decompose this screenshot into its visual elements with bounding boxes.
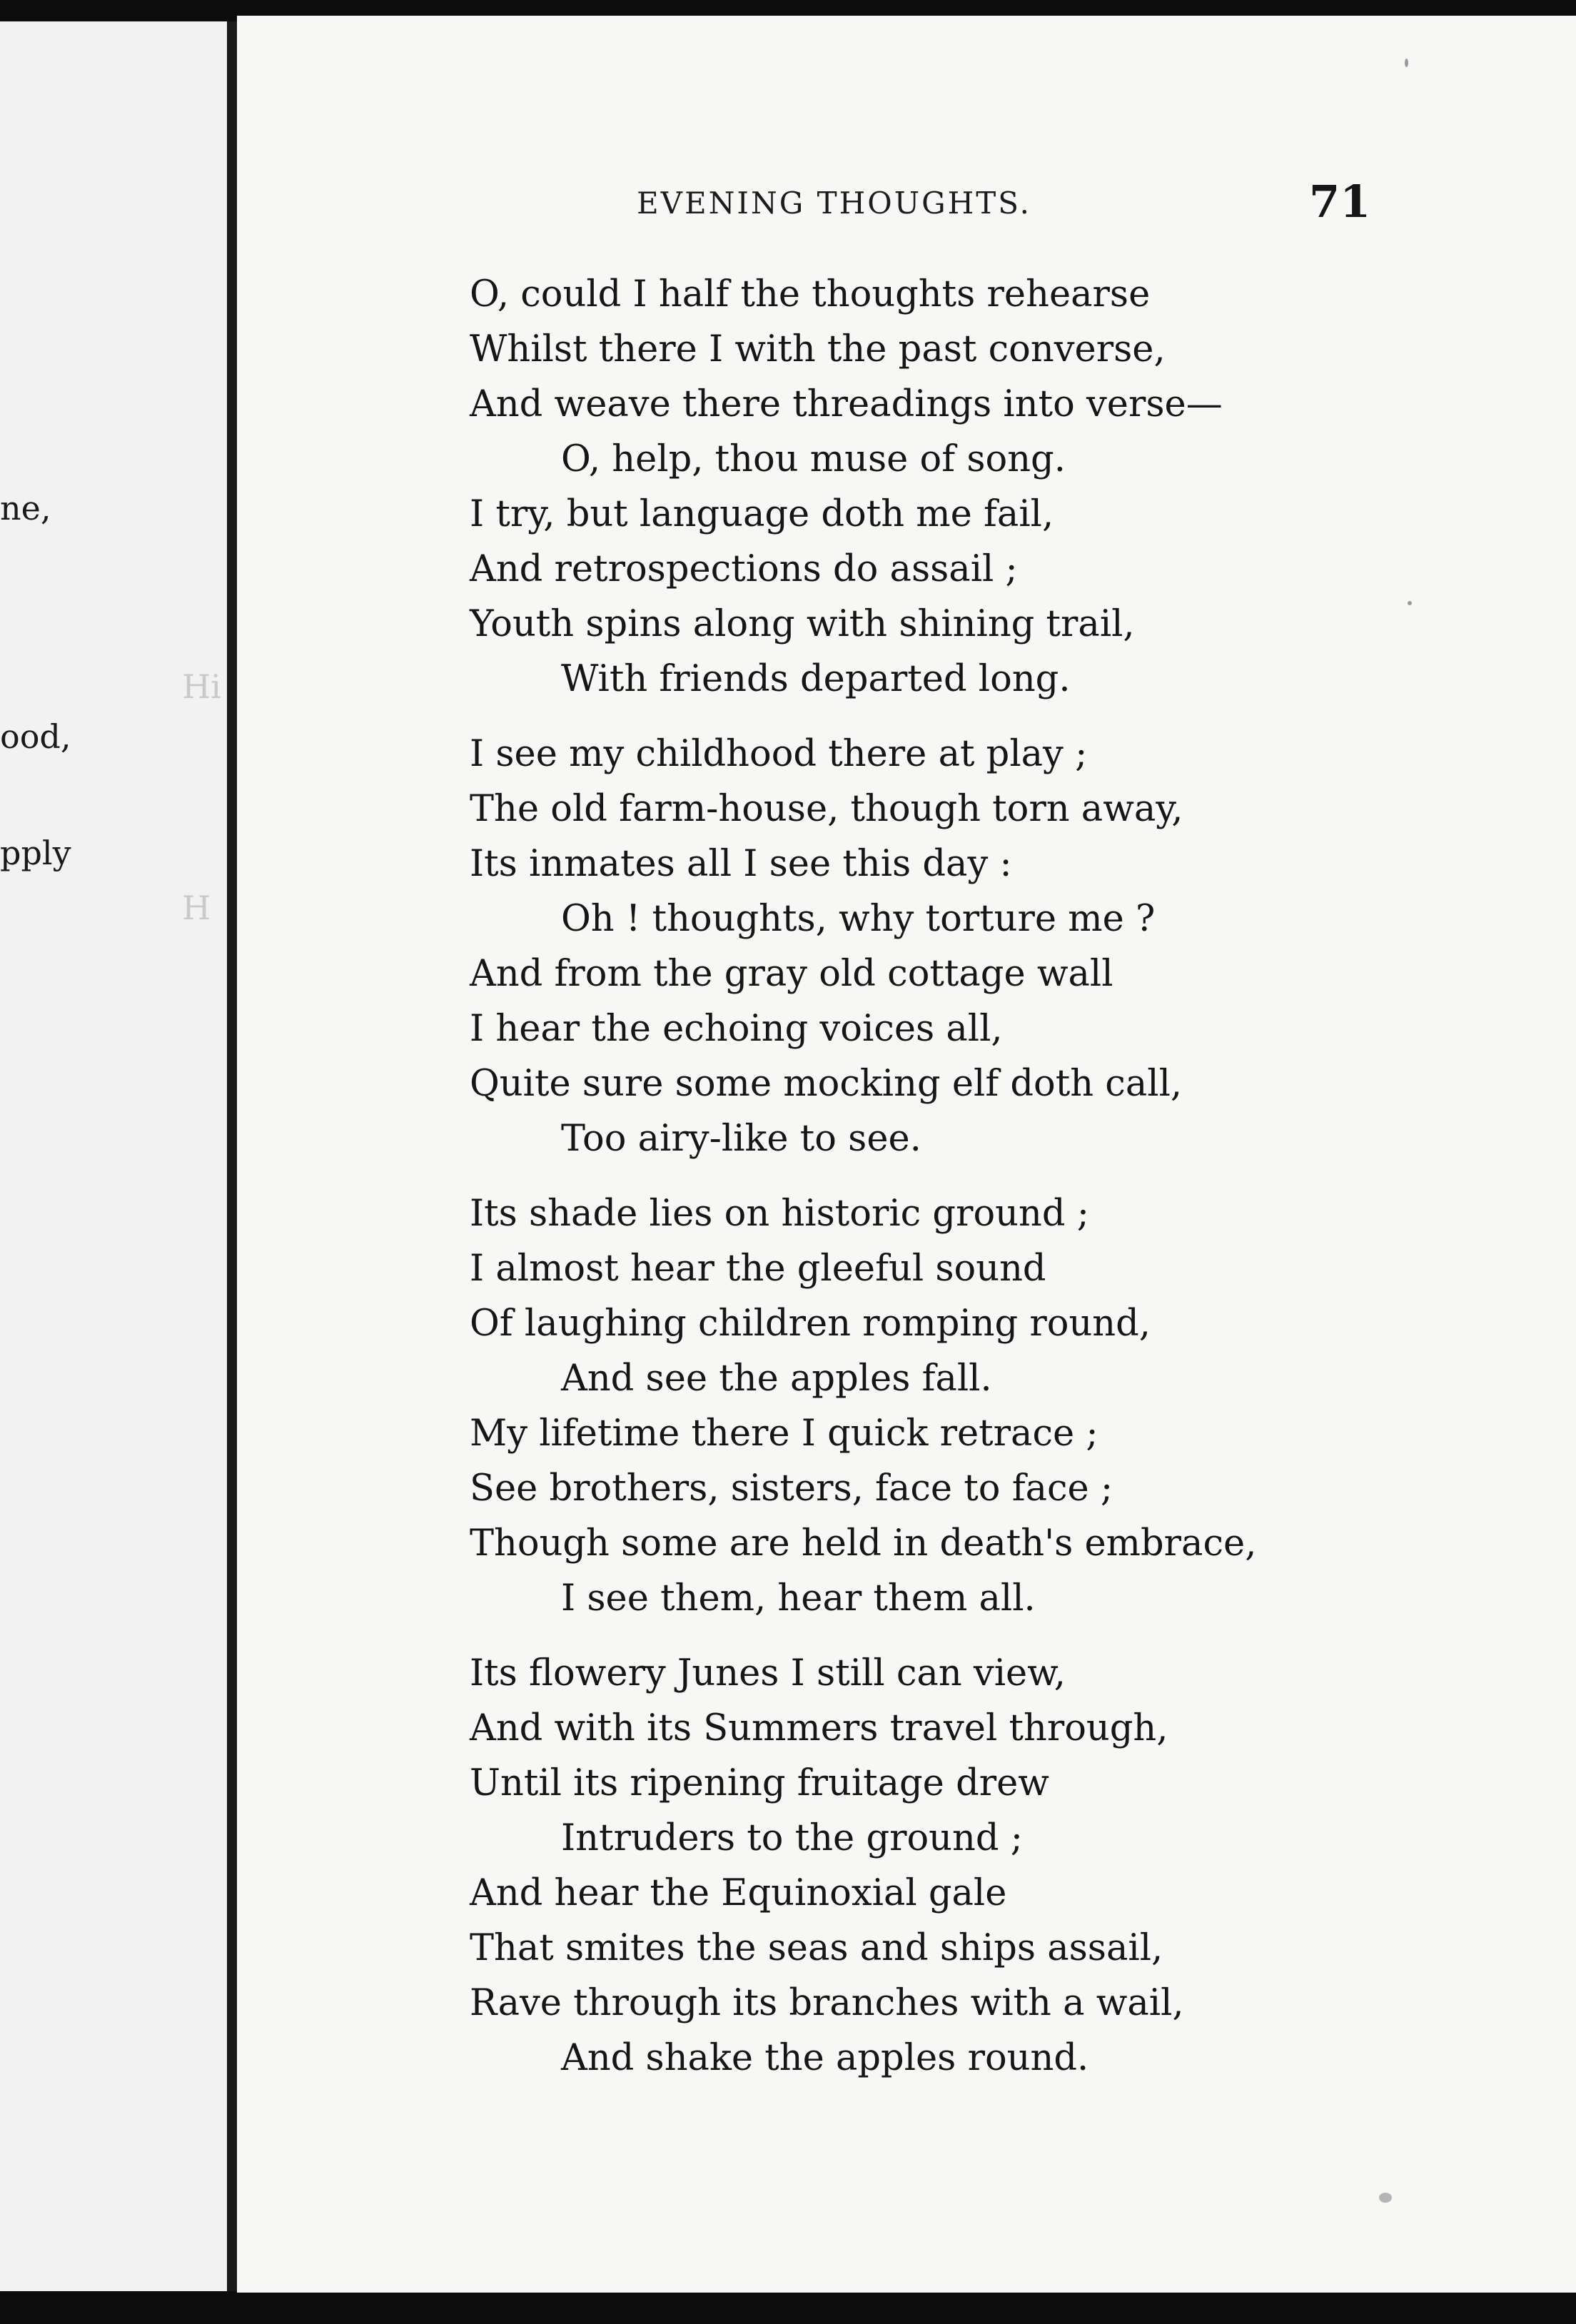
- poem-line: Whilst there I with the past converse,: [470, 328, 1166, 370]
- stanza: [470, 727, 1483, 1166]
- poem-line: Until its ripening fruitage drew: [470, 1762, 1049, 1804]
- left-page-fragment: pply: [0, 834, 71, 872]
- running-title: EVENING THOUGHTS.: [637, 186, 1031, 221]
- poem-line: Its inmates all I see this day :: [470, 843, 1012, 885]
- poem-line: The old farm-house, though torn away,: [470, 788, 1183, 830]
- poem: [470, 267, 1483, 2106]
- poem-line: That smites the seas and ships assail,: [470, 1927, 1163, 1969]
- left-page-fragment: ne,: [0, 489, 51, 527]
- poem-line: And shake the apples round.: [561, 2037, 1089, 2079]
- poem-line: Intruders to the ground ;: [561, 1817, 1023, 1859]
- poem-line: Rave through its branches with a wail,: [470, 1982, 1184, 2024]
- poem-line: Of laughing children romping round,: [470, 1303, 1151, 1345]
- poem-line: Oh ! thoughts, why torture me ?: [561, 898, 1156, 940]
- poem-line: I see my childhood there at play ;: [470, 733, 1088, 775]
- poem-line: O, help, thou muse of song.: [561, 438, 1066, 480]
- poem-line: And hear the Equinoxial gale: [470, 1872, 1007, 1914]
- poem-line: Youth spins along with shining trail,: [470, 603, 1135, 645]
- poem-line: See brothers, sisters, face to face ;: [470, 1467, 1113, 1510]
- paper-speck: [1405, 59, 1408, 67]
- left-page-fragment: ood,: [0, 717, 71, 756]
- poem-line: I hear the echoing voices all,: [470, 1008, 1003, 1050]
- poem-line: I try, but language doth me fail,: [470, 493, 1054, 535]
- book-gutter: [227, 21, 237, 2291]
- paper-speck: [1408, 601, 1412, 605]
- poem-line: And see the apples fall.: [561, 1358, 992, 1400]
- poem-line: And from the gray old cottage wall: [470, 953, 1113, 995]
- stanza: [470, 1186, 1483, 1626]
- poem-line: My lifetime there I quick retrace ;: [470, 1413, 1098, 1455]
- poem-line: And with its Summers travel through,: [470, 1707, 1168, 1749]
- poem-line: I see them, hear them all.: [561, 1577, 1036, 1620]
- stanza: [470, 1646, 1483, 2086]
- left-page-ghost-fragment: H: [182, 889, 211, 927]
- poem-line: And retrospections do assail ;: [470, 548, 1018, 590]
- poem-line: Though some are held in death's embrace,: [470, 1522, 1257, 1565]
- book-page: [237, 16, 1576, 2293]
- poem-line: Its flowery Junes I still can view,: [470, 1652, 1066, 1694]
- poem-line: Quite sure some mocking elf doth call,: [470, 1063, 1183, 1105]
- poem-line: And weave there threadings into verse—: [470, 383, 1223, 425]
- left-page-ghost-fragment: Hi: [182, 667, 221, 706]
- poem-line: With friends departed long.: [561, 658, 1071, 700]
- stanza: [470, 267, 1483, 707]
- page-number: 71: [1309, 176, 1371, 228]
- poem-line: Its shade lies on historic ground ;: [470, 1193, 1089, 1235]
- poem-line: I almost hear the gleeful sound: [470, 1248, 1046, 1290]
- poem-line: O, could I half the thoughts rehearse: [470, 273, 1151, 315]
- previous-page-edge: [0, 21, 227, 2291]
- poem-line: Too airy-like to see.: [561, 1118, 921, 1160]
- paper-speck: [1379, 2193, 1392, 2203]
- page-header: [237, 178, 1576, 236]
